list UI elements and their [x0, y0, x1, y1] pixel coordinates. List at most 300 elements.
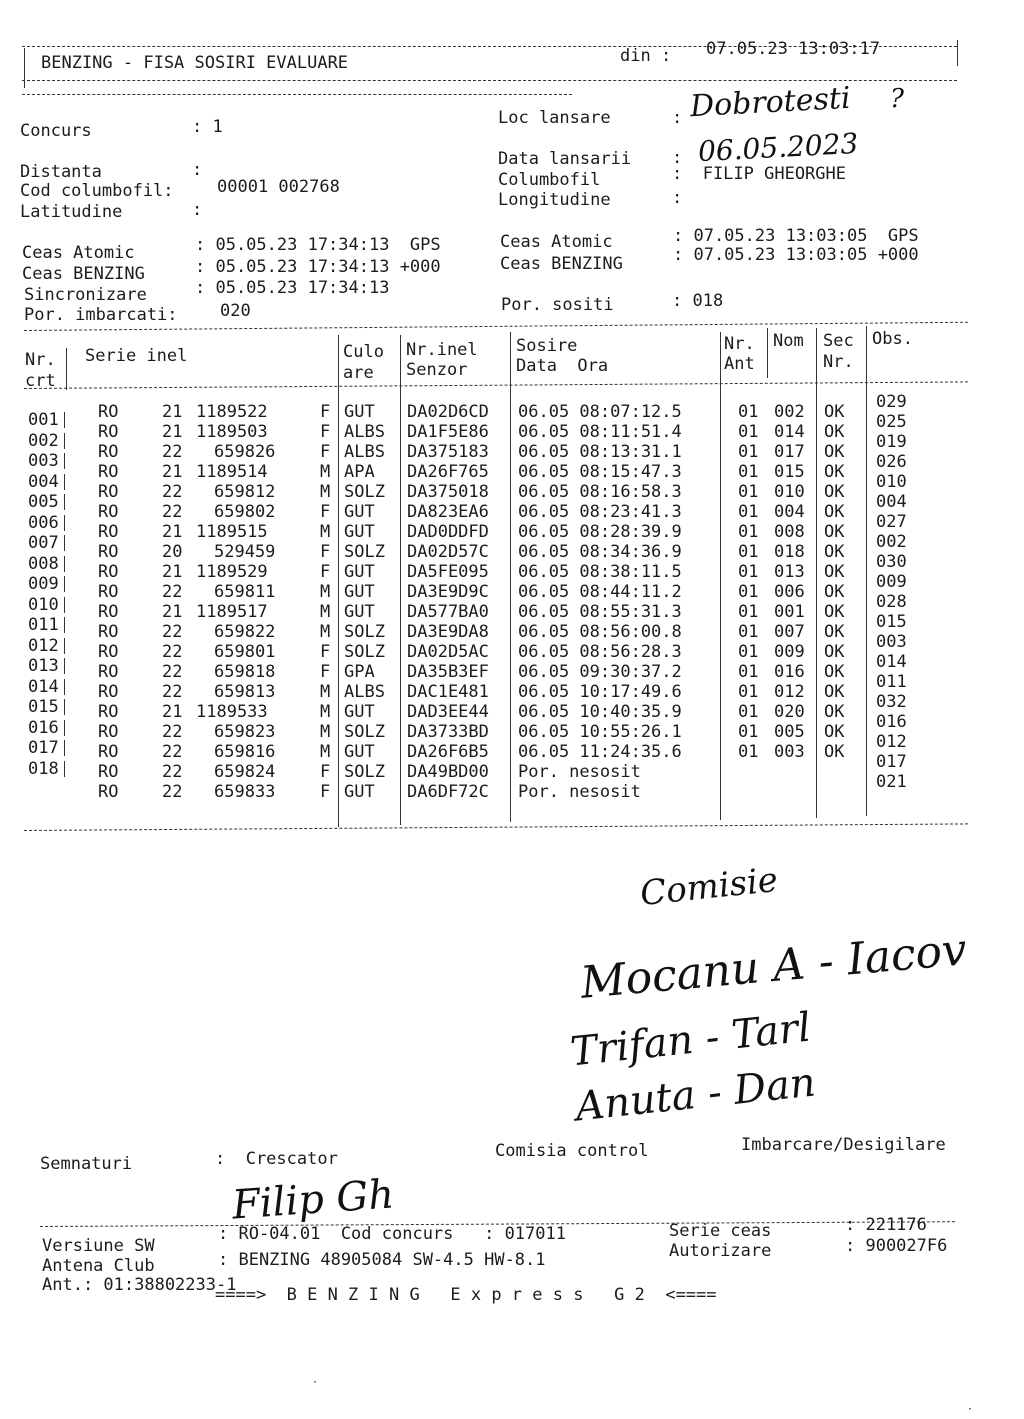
cell-nom: 006	[774, 582, 805, 602]
cell-tara: RO	[98, 782, 119, 802]
cell-sosire: 06.05 08:13:31.1	[518, 442, 682, 462]
cell-nr: 1189514	[196, 462, 268, 482]
data-lansarii-handwritten: 06.05.2023	[697, 126, 860, 169]
cell-nom: 001	[774, 602, 805, 622]
cell-senzor: DA823EA6	[407, 502, 489, 522]
din-label: din :	[620, 46, 672, 66]
cell-tara: RO	[98, 742, 119, 762]
cell-obs: 012	[876, 732, 907, 752]
cell-sex: M	[320, 682, 331, 702]
cell-nom: 015	[774, 462, 805, 482]
cell-culoare: SOLZ	[344, 482, 385, 502]
header-sosire: Sosire	[516, 336, 578, 356]
cell-ant: 01	[738, 722, 759, 742]
cell-sec: OK	[824, 642, 845, 662]
cell-nr: 1189529	[196, 562, 268, 582]
header-right-bar	[957, 40, 958, 66]
sincronizare-label: Sincronizare	[24, 285, 147, 305]
nr-crt-separator	[64, 638, 65, 654]
cell-sosire: 06.05 08:38:11.5	[518, 562, 682, 582]
cell-senzor: DAC1E481	[407, 682, 489, 702]
cell-sec: OK	[824, 682, 845, 702]
cell-culoare: SOLZ	[344, 542, 385, 562]
commission-signature-1: Mocanu A - Iacov	[578, 924, 969, 1009]
cell-nom: 008	[774, 522, 805, 542]
cell-culoare: SOLZ	[344, 722, 385, 742]
antenna-id: Ant.: 01:38802233-1	[42, 1275, 237, 1295]
cell-sec: OK	[824, 662, 845, 682]
cell-tara: RO	[98, 522, 119, 542]
header-nr-ant-1: Nr.	[724, 334, 755, 354]
header-senzor: Senzor	[406, 360, 468, 380]
cell-obs: 025	[876, 412, 907, 432]
cell-sosire: 06.05 10:40:35.9	[518, 702, 682, 722]
columbofil-label: Columbofil	[498, 170, 601, 190]
header-crt: crt	[25, 371, 56, 391]
cell-sex: F	[320, 662, 331, 682]
cell-nom: 005	[774, 722, 805, 742]
nr-crt-separator	[64, 453, 65, 469]
data-lansarii-label: Data lansarii	[498, 149, 632, 169]
document-title: BENZING - FISA SOSIRI EVALUARE	[41, 53, 349, 73]
cell-tara: RO	[98, 422, 119, 442]
versiune-sw-label: Versiune SW	[42, 1236, 155, 1256]
cell-sex: M	[320, 482, 331, 502]
cell-nr-crt: 006	[28, 512, 59, 533]
cell-nr: 659833	[214, 782, 276, 802]
cell-an: 21	[162, 602, 183, 622]
cell-sec: OK	[824, 562, 845, 582]
cell-an: 22	[162, 622, 183, 642]
cell-culoare: GUT	[344, 602, 375, 622]
cell-an: 21	[162, 522, 183, 542]
cell-sosire: 06.05 11:24:35.6	[518, 742, 682, 762]
cell-nr: 659822	[214, 622, 276, 642]
cell-ant: 01	[738, 742, 759, 762]
table-header-rule	[24, 381, 968, 389]
cell-culoare: GUT	[344, 522, 375, 542]
nr-crt-separator	[64, 658, 65, 674]
por-sositi-value: : 018	[672, 291, 724, 311]
cell-obs: 016	[876, 712, 907, 732]
ceas-atomic-label-left: Ceas Atomic	[22, 243, 135, 263]
cell-senzor: DA26F765	[407, 462, 489, 482]
cell-ant: 01	[738, 442, 759, 462]
columbofil-value: : FILIP GHEORGHE	[672, 164, 846, 184]
serie-ceas-label: Serie ceas	[669, 1221, 772, 1241]
cell-nom: 010	[774, 482, 805, 502]
col-sep-nr	[66, 348, 67, 390]
cell-nom: 009	[774, 642, 805, 662]
nr-crt-separator	[64, 679, 65, 695]
table-row	[0, 392, 1024, 425]
cell-nr-crt: 011	[28, 615, 59, 635]
cell-sex: F	[320, 782, 331, 802]
cell-sex: F	[320, 562, 331, 582]
cell-culoare: GUT	[344, 742, 375, 762]
cell-sosire: 06.05 08:23:41.3	[518, 502, 682, 522]
din-value: 07.05.23 13:03:17	[706, 39, 880, 59]
cell-culoare: GUT	[344, 582, 375, 602]
nr-crt-separator	[64, 556, 65, 572]
cell-senzor: DA35B3EF	[407, 662, 489, 682]
nr-crt-separator	[64, 535, 65, 551]
cell-nom: 017	[774, 442, 805, 462]
cell-culoare: SOLZ	[344, 762, 385, 782]
cell-ant: 01	[738, 402, 759, 422]
cell-sec: OK	[824, 462, 845, 482]
cell-sosire: 06.05 08:34:36.9	[518, 542, 682, 562]
cell-obs: 021	[876, 772, 907, 792]
cell-nom: 002	[774, 402, 805, 422]
cell-ant: 01	[738, 562, 759, 582]
cell-nr: 659813	[214, 682, 276, 702]
cell-culoare: GUT	[344, 502, 375, 522]
cell-senzor: DA26F6B5	[407, 742, 489, 762]
cell-obs: 029	[876, 392, 907, 412]
cell-nom: 004	[774, 502, 805, 522]
cell-sosire: 06.05 08:56:00.8	[518, 622, 682, 642]
cell-senzor: DA5FE095	[407, 562, 489, 582]
cell-culoare: GUT	[344, 402, 375, 422]
cell-sec: OK	[824, 482, 845, 502]
header-obs: Obs.	[872, 329, 913, 349]
cell-nr-crt: 009	[28, 574, 59, 594]
benzing-express-banner: ====> B E N Z I N G E x p r e s s G 2 <====	[215, 1285, 717, 1305]
nr-crt-separator	[64, 515, 65, 531]
cell-sex: F	[320, 762, 331, 782]
cell-sec: OK	[824, 722, 845, 742]
cell-nr: 659818	[214, 662, 276, 682]
cell-an: 21	[162, 402, 183, 422]
cell-an: 22	[162, 722, 183, 742]
cell-an: 22	[162, 662, 183, 682]
cell-tara: RO	[98, 642, 119, 662]
header-culoare-2: are	[343, 363, 374, 383]
cell-nom: 014	[774, 422, 805, 442]
cell-tara: RO	[98, 722, 119, 742]
longitudine-value: :	[672, 188, 683, 208]
cell-sex: M	[320, 602, 331, 622]
cell-nom: 012	[774, 682, 805, 702]
cell-sex: F	[320, 642, 331, 662]
cell-senzor: DA02D5AC	[407, 642, 489, 662]
cell-nr: 1189533	[196, 702, 268, 722]
scan-mark: ·	[967, 1404, 974, 1415]
header-data-ora: Data Ora	[516, 356, 609, 376]
nr-crt-separator	[64, 433, 65, 449]
nr-crt-separator	[64, 720, 65, 736]
cell-nr-crt: 007	[28, 533, 59, 553]
cell-nr-crt: 008	[28, 553, 59, 574]
cell-an: 20	[162, 542, 183, 562]
cell-tara: RO	[98, 582, 119, 602]
cell-sec: OK	[824, 522, 845, 542]
header-bottom-rule	[22, 80, 957, 81]
header-sec-1: Sec	[823, 331, 854, 351]
cell-nr-crt: 015	[28, 697, 59, 717]
sincronizare-value: : 05.05.23 17:34:13	[195, 278, 390, 298]
cod-columbofil-value: 00001 002768	[217, 177, 340, 197]
cell-culoare: SOLZ	[344, 622, 385, 642]
cell-culoare: SOLZ	[344, 642, 385, 662]
loc-lansare-handwritten: Dobrotesti	[689, 80, 852, 125]
cell-ant: 01	[738, 602, 759, 622]
cell-nr-crt: 005	[28, 492, 59, 512]
cell-senzor: DA577BA0	[407, 602, 489, 622]
cell-culoare: ALBS	[344, 682, 385, 702]
cell-nr: 1189503	[196, 422, 268, 442]
cell-sex: M	[320, 522, 331, 542]
cell-culoare: APA	[344, 462, 375, 482]
scan-mark: ·	[312, 1377, 319, 1388]
cell-nr-crt: 010	[28, 594, 59, 615]
cell-sosire: 06.05 08:28:39.9	[518, 522, 682, 542]
cell-obs: 019	[876, 432, 907, 452]
cell-nr-crt: 001	[28, 410, 59, 430]
cell-an: 21	[162, 702, 183, 722]
semnaturi-label: Semnaturi	[40, 1154, 133, 1174]
cell-an: 22	[162, 742, 183, 762]
por-sositi-label: Por. sositi	[501, 295, 614, 315]
table-bottom-rule	[24, 823, 968, 831]
cell-sosire: 06.05 08:07:12.5	[518, 402, 682, 422]
cell-senzor: DA375183	[407, 442, 489, 462]
nr-crt-separator	[64, 740, 65, 756]
cell-an: 21	[162, 562, 183, 582]
cell-obs: 003	[876, 632, 907, 652]
cell-obs: 002	[876, 532, 907, 552]
autorizare-label: Autorizare	[669, 1241, 772, 1261]
cell-sosire: 06.05 08:11:51.4	[518, 422, 682, 442]
cell-senzor: DA3E9D9C	[407, 582, 489, 602]
cell-ant: 01	[738, 582, 759, 602]
header-nr: Nr.	[25, 350, 56, 370]
cell-tara: RO	[98, 542, 119, 562]
imbarcare-desigilare: Imbarcare/Desigilare	[741, 1135, 946, 1155]
latitudine-value: :	[192, 200, 203, 220]
cell-nr: 1189517	[196, 602, 268, 622]
cell-sosire: 06.05 08:55:31.3	[518, 602, 682, 622]
header-nr-inel: Nr.inel	[406, 340, 478, 360]
cell-nr: 659826	[214, 442, 276, 462]
cell-nr-crt: 014	[28, 676, 59, 697]
loc-lansare-colon: :	[672, 108, 683, 128]
cell-nr: 659812	[214, 482, 276, 502]
cell-sec: OK	[824, 602, 845, 622]
cell-culoare: GUT	[344, 782, 375, 802]
cell-sex: M	[320, 722, 331, 742]
cell-ant: 01	[738, 702, 759, 722]
nr-crt-separator	[64, 474, 65, 490]
cell-nr: 1189522	[196, 402, 268, 422]
cell-sec: OK	[824, 502, 845, 522]
cell-obs: 030	[876, 552, 907, 572]
nr-crt-separator	[64, 494, 65, 510]
cell-obs: 026	[876, 452, 907, 472]
cell-an: 22	[162, 482, 183, 502]
cell-senzor: DA49BD00	[407, 762, 489, 782]
header-sec-2: Nr.	[823, 352, 854, 372]
cell-senzor: DA02D6CD	[407, 402, 489, 422]
concurs-label: Concurs	[20, 121, 92, 141]
cell-nr-crt: 003	[28, 451, 59, 471]
cell-ant: 01	[738, 682, 759, 702]
concurs-value: : 1	[192, 117, 223, 137]
cell-nr-crt: 012	[28, 635, 59, 656]
distanta-value: :	[192, 160, 203, 180]
ceas-benzing-value-left: : 05.05.23 17:34:13 +000	[195, 257, 441, 277]
cell-sex: M	[320, 702, 331, 722]
cell-obs: 017	[876, 752, 907, 772]
crescator-signature: Filip Gh	[230, 1171, 396, 1229]
cell-sosire: 06.05 10:17:49.6	[518, 682, 682, 702]
cell-sex: M	[320, 582, 331, 602]
cell-sec: OK	[824, 702, 845, 722]
cell-nr: 529459	[214, 542, 276, 562]
cell-tara: RO	[98, 622, 119, 642]
cell-sosire: Por. nesosit	[518, 782, 641, 802]
cell-nr: 659802	[214, 502, 276, 522]
cell-tara: RO	[98, 482, 119, 502]
cell-tara: RO	[98, 562, 119, 582]
nr-crt-separator	[64, 617, 65, 633]
cell-an: 22	[162, 582, 183, 602]
cell-sosire: 06.05 08:56:28.3	[518, 642, 682, 662]
cell-sex: M	[320, 462, 331, 482]
cell-sex: F	[320, 442, 331, 462]
ceas-atomic-label-right: Ceas Atomic	[500, 232, 613, 252]
cell-culoare: ALBS	[344, 442, 385, 462]
por-imbarcati-value: 020	[220, 301, 251, 321]
nr-crt-separator	[64, 761, 65, 777]
ceas-benzing-label-right: Ceas BENZING	[500, 254, 623, 274]
cell-obs: 028	[876, 592, 907, 612]
cell-sex: F	[320, 502, 331, 522]
ceas-benzing-value-right: : 07.05.23 13:03:05 +000	[673, 245, 919, 265]
cell-ant: 01	[738, 422, 759, 442]
cell-nom: 020	[774, 702, 805, 722]
cell-sex: F	[320, 542, 331, 562]
header-culoare-1: Culo	[343, 342, 384, 362]
antena-club-label: Antena Club	[42, 1256, 155, 1276]
cell-nr: 659824	[214, 762, 276, 782]
distanta-label: Distanta	[20, 162, 102, 182]
cell-sosire: 06.05 09:30:37.2	[518, 662, 682, 682]
cell-sex: F	[320, 402, 331, 422]
cell-sec: OK	[824, 622, 845, 642]
cell-an: 21	[162, 422, 183, 442]
cell-ant: 01	[738, 502, 759, 522]
cell-obs: 010	[876, 472, 907, 492]
cell-sosire: Por. nesosit	[518, 762, 641, 782]
cell-culoare: GPA	[344, 662, 375, 682]
nr-crt-separator	[64, 597, 65, 613]
cell-ant: 01	[738, 662, 759, 682]
cell-obs: 014	[876, 652, 907, 672]
commission-signature-3: Anuta - Dan	[573, 1059, 818, 1131]
cell-tara: RO	[98, 442, 119, 462]
cell-an: 22	[162, 682, 183, 702]
cell-tara: RO	[98, 702, 119, 722]
cod-columbofil-label: Cod columbofil:	[20, 181, 174, 201]
header-bottom-rule-2	[22, 94, 572, 95]
versiune-sw-value: : RO-04.01 Cod concurs : 017011	[218, 1224, 566, 1244]
serie-ceas-value: : 221176	[845, 1215, 927, 1235]
cell-ant: 01	[738, 622, 759, 642]
header-nom: Nom	[773, 331, 804, 351]
cell-tara: RO	[98, 682, 119, 702]
cell-obs: 015	[876, 612, 907, 632]
cell-ant: 01	[738, 522, 759, 542]
cell-tara: RO	[98, 602, 119, 622]
loc-lansare-mark: ?	[890, 84, 904, 114]
cell-nom: 007	[774, 622, 805, 642]
cell-an: 22	[162, 502, 183, 522]
cell-nr-crt: 004	[28, 471, 59, 492]
cell-senzor: DA3E9DA8	[407, 622, 489, 642]
cell-obs: 004	[876, 492, 907, 512]
cell-tara: RO	[98, 662, 119, 682]
cell-an: 22	[162, 442, 183, 462]
cell-nr-crt: 017	[28, 738, 59, 758]
cell-sosire: 06.05 08:44:11.2	[518, 582, 682, 602]
header-serie-inel: Serie inel	[85, 346, 188, 366]
commission-title: Comisie	[638, 859, 780, 915]
cell-sec: OK	[824, 542, 845, 562]
cell-culoare: GUT	[344, 702, 375, 722]
cell-an: 22	[162, 782, 183, 802]
cell-senzor: DA02D57C	[407, 542, 489, 562]
cell-sosire: 06.05 08:16:58.3	[518, 482, 682, 502]
cell-an: 22	[162, 642, 183, 662]
cell-senzor: DAD0DDFD	[407, 522, 489, 542]
cell-sec: OK	[824, 422, 845, 442]
cell-nr-crt: 018	[28, 758, 59, 779]
data-lansarii-colon: :	[672, 148, 683, 168]
cell-nr-crt: 013	[28, 656, 59, 676]
cell-sex: M	[320, 622, 331, 642]
nr-crt-separator	[64, 576, 65, 592]
cell-nr: 659816	[214, 742, 276, 762]
cell-culoare: ALBS	[344, 422, 385, 442]
cell-senzor: DA1F5E86	[407, 422, 489, 442]
cell-tara: RO	[98, 462, 119, 482]
cell-nr: 659801	[214, 642, 276, 662]
cell-tara: RO	[98, 402, 119, 422]
loc-lansare-label: Loc lansare	[498, 108, 611, 128]
cell-nom: 016	[774, 662, 805, 682]
header-nr-ant-2: Ant	[724, 354, 755, 374]
cell-sec: OK	[824, 742, 845, 762]
cell-culoare: GUT	[344, 562, 375, 582]
cell-an: 21	[162, 462, 183, 482]
nr-crt-separator	[64, 412, 65, 428]
cell-ant: 01	[738, 482, 759, 502]
nr-crt-separator	[64, 699, 65, 715]
header-left-bar	[24, 48, 25, 88]
cell-nr: 659811	[214, 582, 276, 602]
cell-senzor: DA375018	[407, 482, 489, 502]
ceas-atomic-value-left: : 05.05.23 17:34:13 GPS	[195, 235, 441, 255]
cell-nr: 659823	[214, 722, 276, 742]
cell-nr: 1189515	[196, 522, 268, 542]
col-sep-ant	[767, 328, 768, 378]
por-imbarcati-label: Por. imbarcati:	[24, 305, 178, 325]
cell-tara: RO	[98, 502, 119, 522]
semnaturi-value: : Crescator	[215, 1149, 338, 1169]
cell-sex: M	[320, 742, 331, 762]
